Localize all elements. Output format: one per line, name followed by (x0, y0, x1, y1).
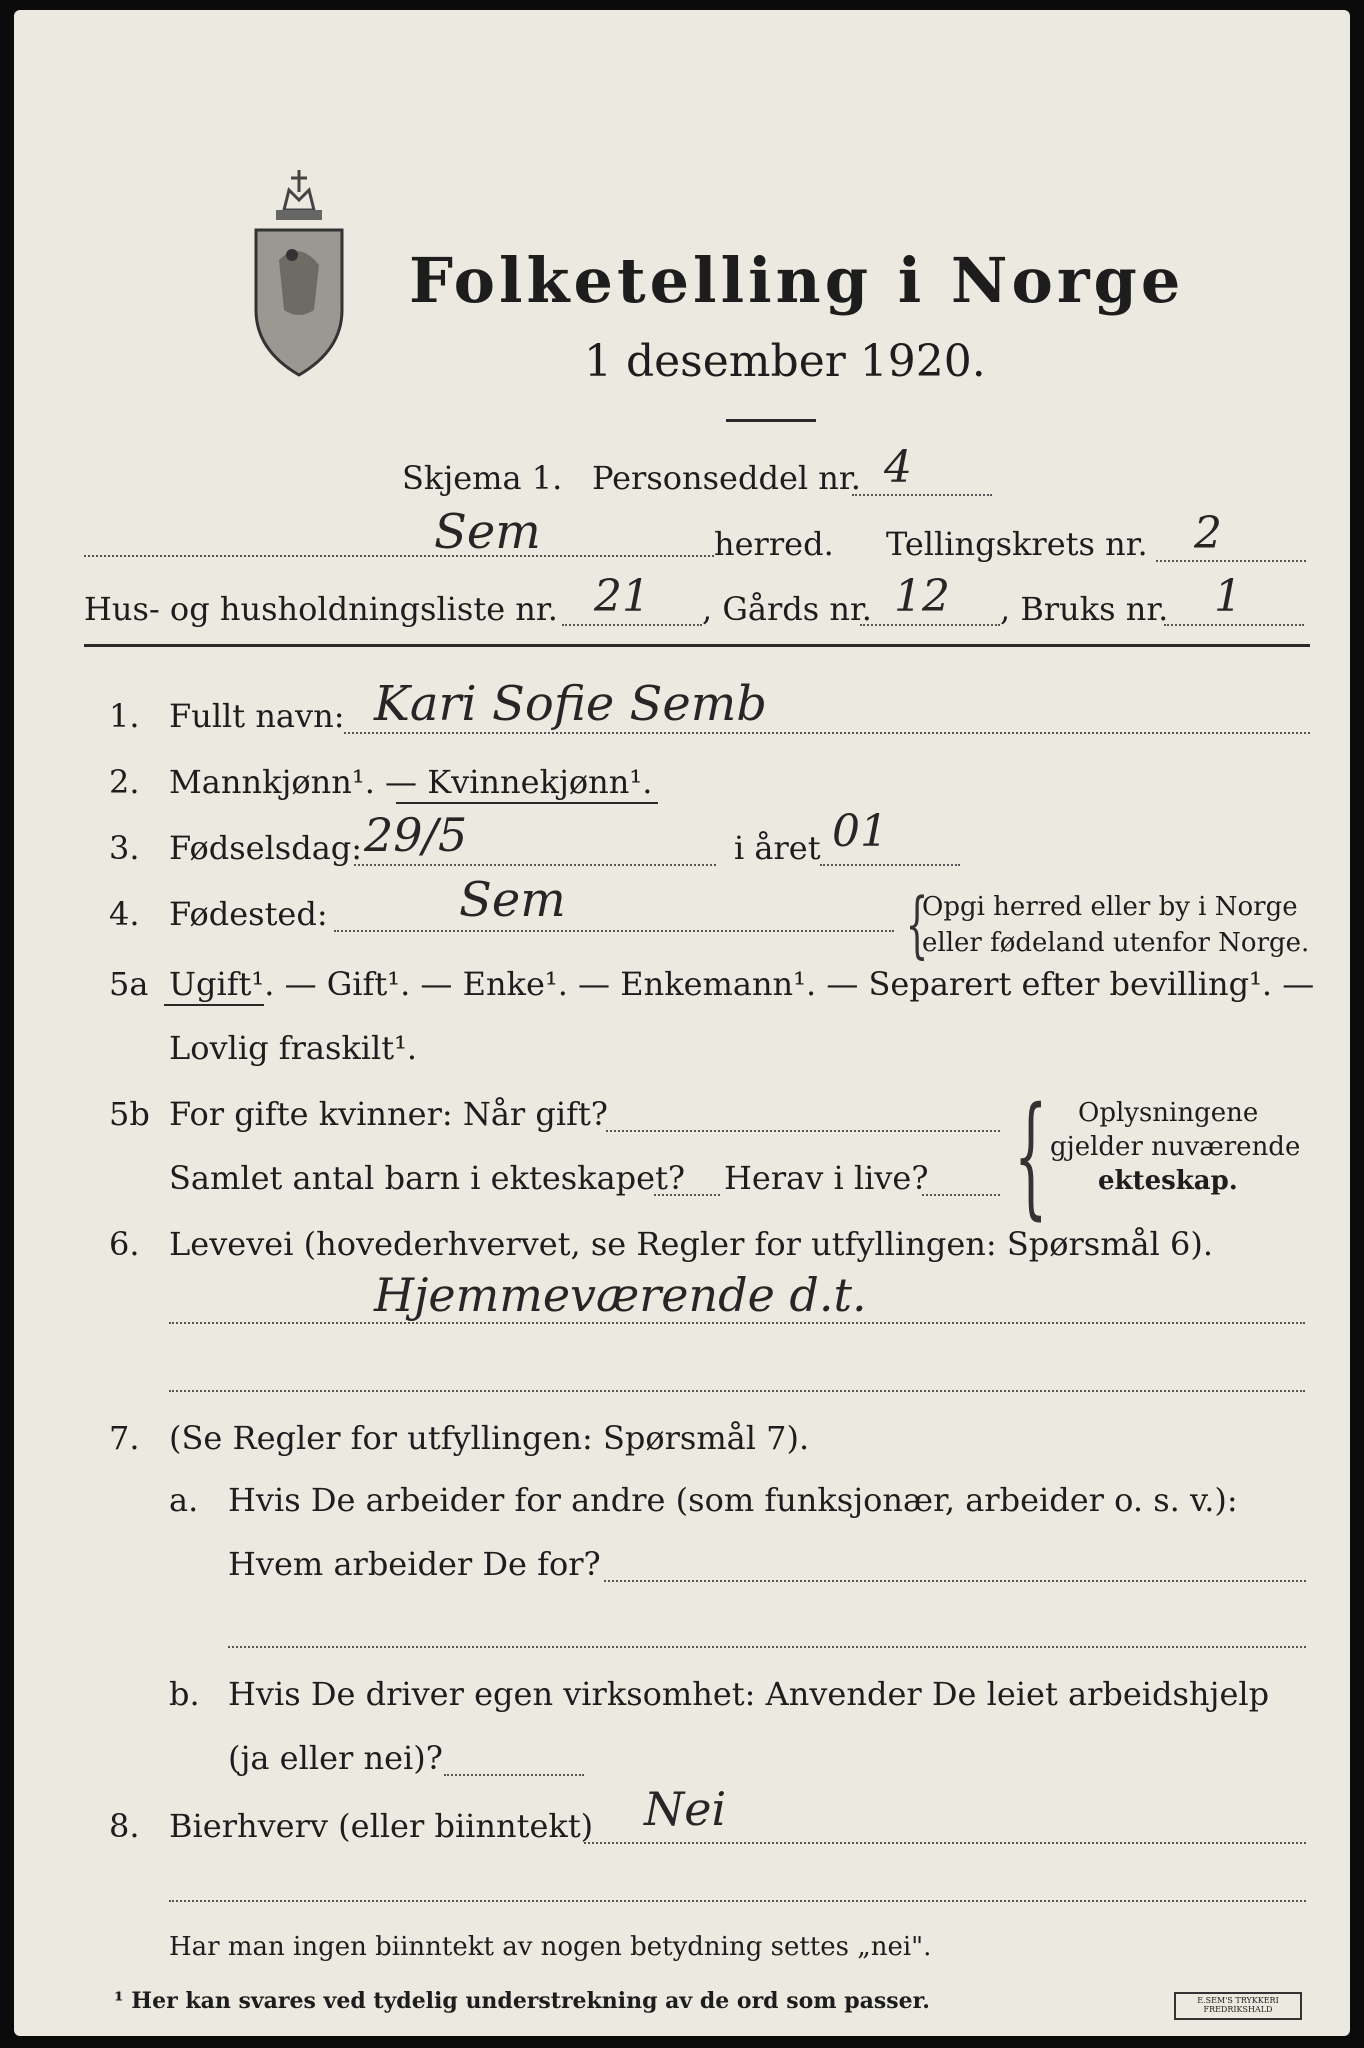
q5b-note-1: Oplysningene (1078, 1098, 1259, 1128)
herred-label: herred. (714, 525, 834, 563)
q6-value: Hjemmeværende d.t. (374, 1268, 867, 1322)
q4-line (334, 930, 894, 932)
q1-number: 1. (109, 697, 140, 735)
q3-label: Fødselsdag: (169, 829, 363, 867)
q3-year-line (820, 864, 960, 866)
hus-line (562, 624, 702, 626)
personseddel-value: 4 (884, 442, 912, 493)
title-divider (726, 419, 816, 422)
form-date: 1 desember 1920. (584, 336, 986, 387)
q3-number: 3. (109, 829, 140, 867)
q8-number: 8. (109, 1807, 140, 1845)
coat-of-arms-icon (244, 170, 354, 380)
q7b-label: Hvis De driver egen virksomhet: Anvender De leiet arbeidshjelp (228, 1675, 1270, 1713)
q5b-label-3: Herav i live? (724, 1159, 929, 1197)
q8-value: Nei (644, 1782, 727, 1836)
q5b-children-line (654, 1194, 720, 1196)
q7b-number: b. (169, 1675, 200, 1713)
header-divider (84, 644, 1310, 647)
q5b-when-line (606, 1130, 1000, 1132)
herred-line (84, 555, 714, 557)
q5a-number: 5a (109, 965, 149, 1003)
gards-label: , Gårds nr. (702, 590, 872, 628)
q7-label: (Se Regler for utfyllingen: Spørsmål 7). (169, 1419, 810, 1457)
gards-value: 12 (894, 571, 950, 622)
q7a-number: a. (169, 1481, 199, 1519)
q8-label: Bierhverv (eller biinntekt) (169, 1807, 594, 1845)
q6-label: Levevei (hovederhvervet, se Regler for utfyllingen: Spørsmål 6). (169, 1225, 1214, 1263)
q4-brace: { (905, 882, 929, 966)
q1-label: Fullt navn: (169, 697, 345, 735)
q7a-label-2: Hvem arbeider De for? (228, 1545, 601, 1583)
q5b-note-3: ekteskap. (1098, 1166, 1238, 1196)
herred-value: Sem (434, 504, 541, 560)
q7b-label-2: (ja eller nei)? (228, 1739, 443, 1777)
q5b-alive-line (922, 1194, 1000, 1196)
q4-note-2: eller fødeland utenfor Norge. (922, 928, 1310, 958)
hus-value: 21 (594, 571, 650, 622)
tellingskrets-label: Tellingskrets nr. (886, 525, 1148, 563)
census-form (14, 10, 1350, 2036)
q3-year-value: 01 (832, 806, 888, 857)
footer-note: Har man ingen biinntekt av nogen betydning settes „nei". (169, 1932, 932, 1962)
q6-number: 6. (109, 1225, 140, 1263)
q5b-brace: { (1014, 1079, 1048, 1233)
q6-line-2 (169, 1390, 1305, 1392)
q3-value: 29/5 (364, 808, 468, 862)
q4-note-1: Opgi herred eller by i Norge (922, 892, 1298, 922)
gards-line (860, 624, 1000, 626)
q5a-label: Ugift¹. — Gift¹. — Enke¹. — Enkemann¹. — Separert efter bevilling¹. — (169, 965, 1315, 1003)
q7a-label: Hvis De arbeider for andre (som funksjonær, arbeider o. s. v.): (228, 1481, 1238, 1519)
tellingskrets-line (1156, 560, 1306, 562)
skjema-label: Skjema 1. (402, 459, 563, 497)
q2-kvinnekjonn-underline (396, 802, 658, 804)
q5b-label: For gifte kvinner: Når gift? (169, 1095, 608, 1133)
q1-line (344, 732, 1310, 734)
q5b-label-2: Samlet antal barn i ekteskapet? (169, 1159, 686, 1197)
printer-stamp: E.SEM'S TRYKKERI FREDRIKSHALD (1174, 1992, 1302, 2020)
q4-label: Fødested: (169, 895, 328, 933)
q8-line-1 (584, 1842, 1306, 1844)
q7-number: 7. (109, 1419, 140, 1457)
personseddel-label: Personseddel nr. (592, 459, 861, 497)
q3-line (354, 864, 716, 866)
bruks-value: 1 (1214, 571, 1242, 622)
q2-number: 2. (109, 763, 140, 801)
q4-number: 4. (109, 895, 140, 933)
q5b-note-2: gjelder nuværende (1050, 1132, 1301, 1162)
bruks-line (1164, 624, 1304, 626)
personseddel-line (852, 494, 992, 496)
bruks-label: , Bruks nr. (1000, 590, 1169, 628)
hus-label: Hus- og husholdningsliste nr. (84, 590, 558, 628)
q1-value: Kari Sofie Semb (374, 676, 768, 732)
q5a-label-2: Lovlig fraskilt¹. (169, 1029, 418, 1067)
q6-line-1 (169, 1322, 1305, 1324)
q8-line-2 (169, 1900, 1306, 1902)
q2-label: Mannkjønn¹. — Kvinnekjønn¹. (169, 763, 653, 801)
q5a-ugift-underline (164, 1004, 264, 1006)
q7a-line-1 (604, 1580, 1306, 1582)
q7a-line-2 (228, 1646, 1306, 1648)
q5b-number: 5b (109, 1095, 150, 1133)
q4-value: Sem (459, 872, 566, 928)
footnote: ¹ Her kan svares ved tydelig understrekning av de ord som passer. (114, 1988, 930, 2014)
q7b-line (444, 1774, 584, 1776)
form-title: Folketelling i Norge (409, 244, 1185, 317)
tellingskrets-value: 2 (1194, 508, 1222, 559)
q3-year-label: i året (734, 829, 821, 867)
